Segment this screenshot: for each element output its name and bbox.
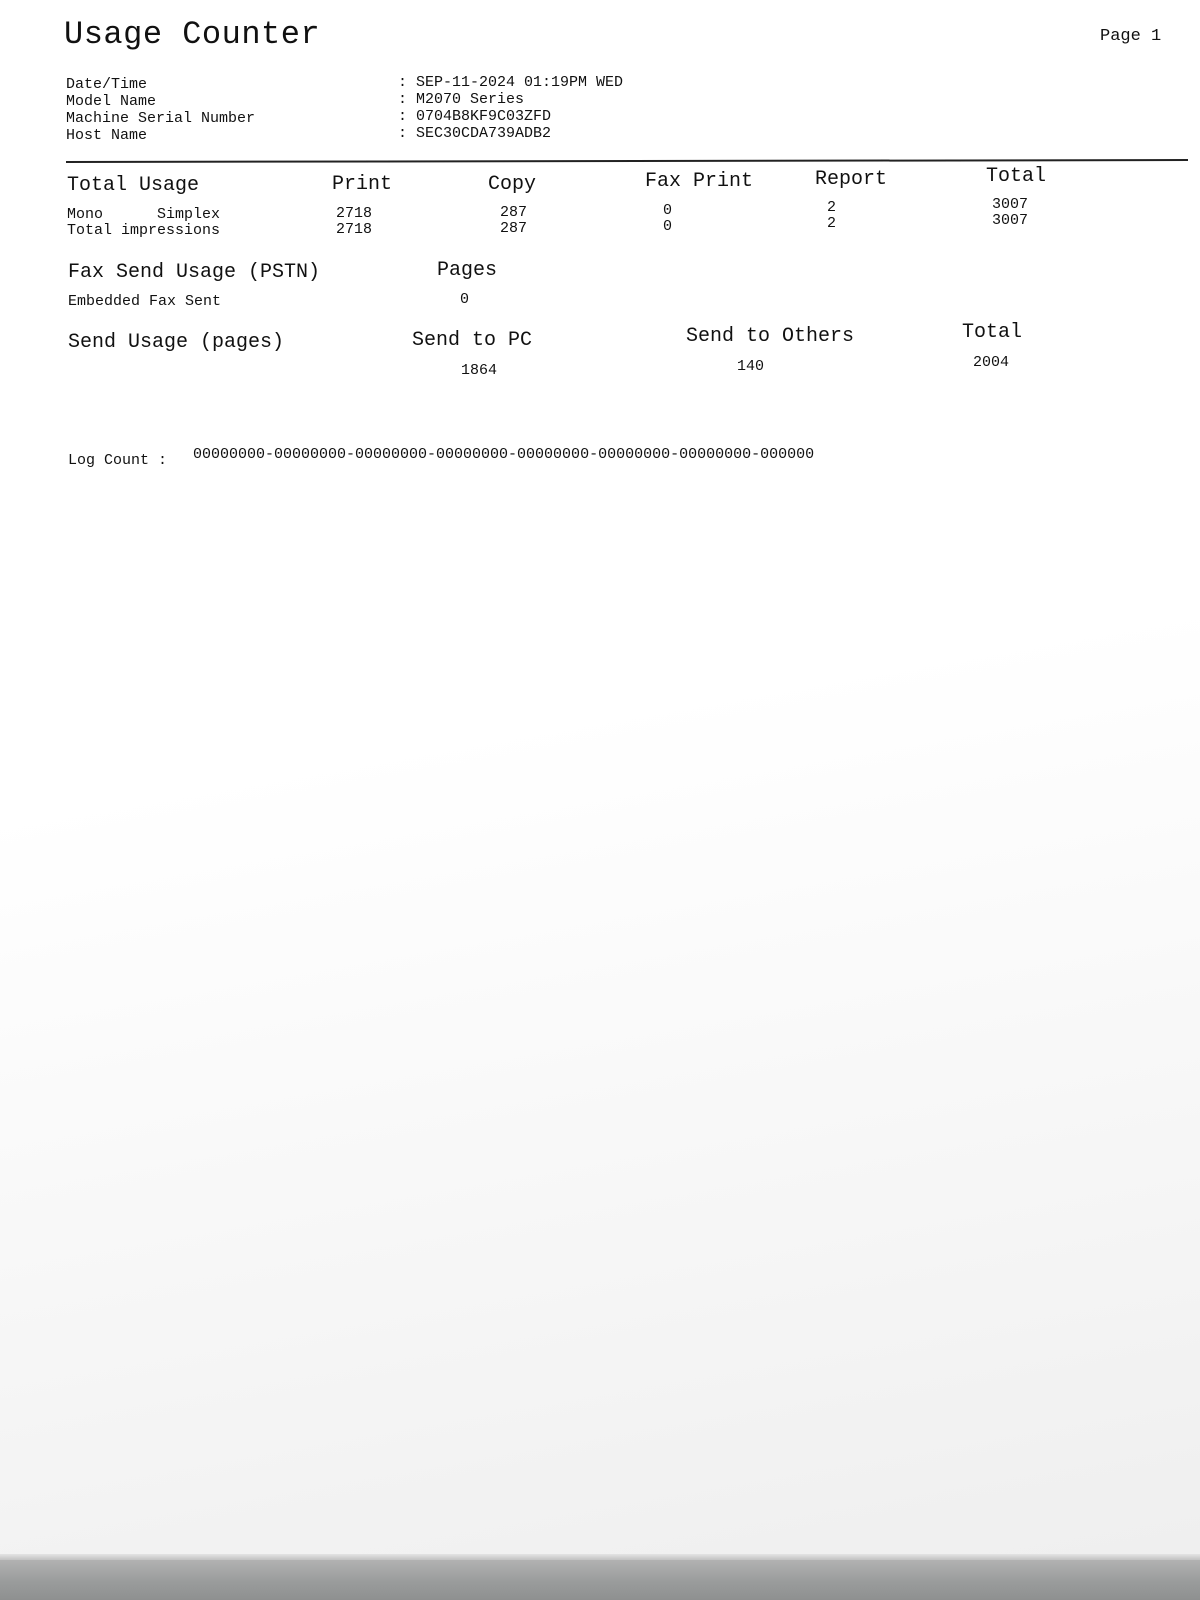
info-value-host: : SEC30CDA739ADB2	[398, 125, 552, 142]
fax-row-label: Embedded Fax Sent	[68, 293, 222, 310]
cell-copy: 287	[500, 204, 528, 221]
info-label-host: Host Name	[66, 127, 148, 144]
col-header-send-to-pc: Send to PC	[412, 329, 533, 352]
fax-send-title: Fax Send Usage (PSTN)	[68, 261, 321, 284]
col-header-send-total: Total	[962, 321, 1023, 344]
report-title: Usage Counter	[64, 16, 321, 53]
cell-total: 3007	[992, 212, 1029, 229]
value-send-total: 2004	[973, 354, 1010, 371]
cell-fax-print: 0	[663, 218, 673, 235]
col-header-report: Report	[815, 168, 888, 191]
log-count-label: Log Count :	[68, 452, 168, 469]
cell-total: 3007	[992, 196, 1029, 213]
fax-row-value: 0	[460, 291, 470, 308]
info-label-model: Model Name	[66, 93, 157, 110]
row-label-total-impressions: Total impressions	[67, 222, 221, 239]
send-usage-title: Send Usage (pages)	[68, 331, 285, 354]
col-header-fax-print: Fax Print	[645, 170, 754, 193]
cell-report: 2	[827, 215, 837, 232]
info-value-serial: : 0704B8KF9C03ZFD	[398, 108, 552, 125]
fax-pages-header: Pages	[437, 259, 498, 282]
col-header-copy: Copy	[488, 173, 537, 196]
cell-report: 2	[827, 199, 837, 216]
info-value-datetime: : SEP-11-2024 01:19PM WED	[398, 74, 624, 91]
cell-print: 2718	[336, 221, 373, 238]
page-number: Page 1	[1100, 27, 1162, 46]
total-usage-title: Total Usage	[67, 174, 200, 197]
cell-fax-print: 0	[663, 202, 673, 219]
cell-print: 2718	[336, 205, 373, 222]
row-label-mono-simplex: Mono Simplex	[67, 206, 221, 223]
scanner-edge	[0, 1554, 1200, 1600]
info-value-model: : M2070 Series	[398, 91, 525, 108]
col-header-total: Total	[986, 165, 1047, 188]
value-send-to-pc: 1864	[461, 362, 498, 379]
log-count-value: 00000000-00000000-00000000-00000000-00000000-00000000-00000000-000000	[193, 446, 815, 463]
info-label-serial: Machine Serial Number	[66, 110, 256, 127]
header-divider	[66, 159, 1188, 163]
col-header-print: Print	[332, 173, 393, 196]
value-send-to-others: 140	[737, 358, 765, 375]
col-header-send-to-others: Send to Others	[686, 325, 855, 348]
info-label-datetime: Date/Time	[66, 76, 148, 93]
cell-copy: 287	[500, 220, 528, 237]
